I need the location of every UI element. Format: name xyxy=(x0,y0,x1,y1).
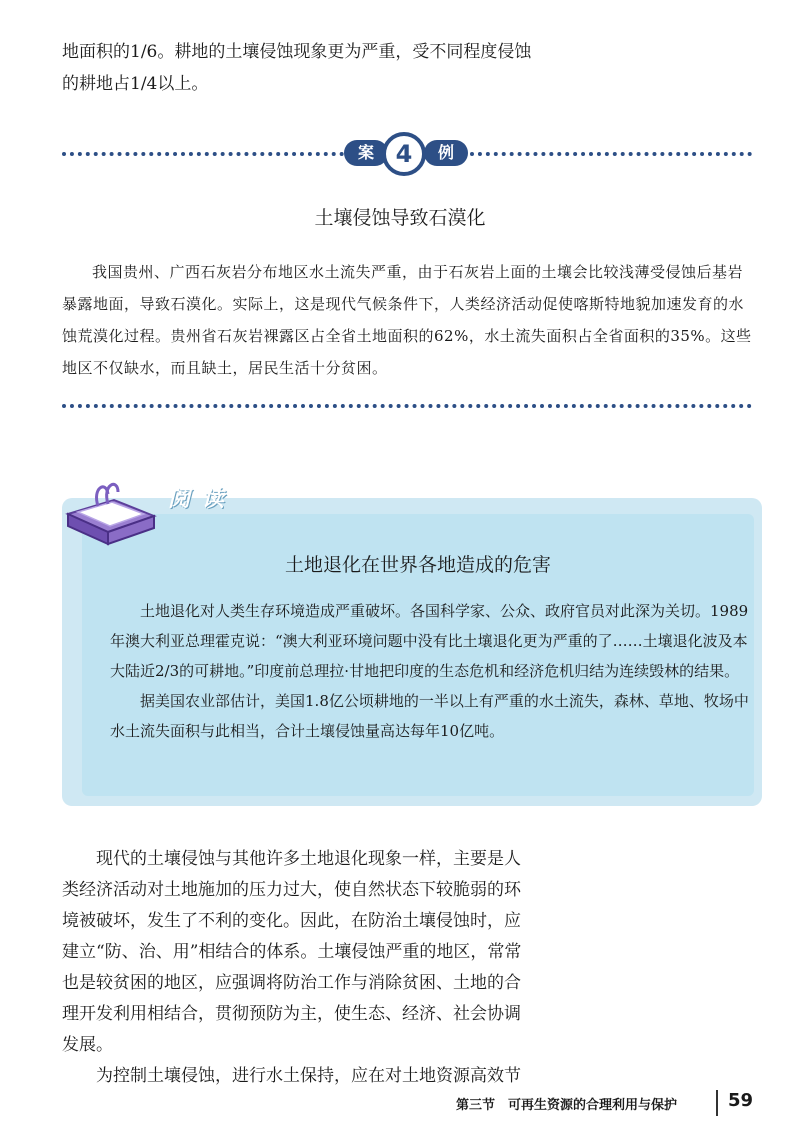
reading-label: 阅读 xyxy=(168,487,237,512)
top-paragraph: 地面积的1/6。耕地的土壤侵蚀现象更为严重，受不同程度侵蚀的耕地占1/4以上。 xyxy=(62,42,532,94)
case-badge xyxy=(344,132,468,176)
case-divider-left xyxy=(62,152,344,156)
footer-section-title: 第三节 可再生资源的合理利用与保护 xyxy=(456,1098,678,1113)
case-badge-left: 案 xyxy=(344,140,388,166)
footer-separator xyxy=(716,1090,718,1116)
case-badge-right: 例 xyxy=(424,140,468,166)
page-number: 59 xyxy=(728,1090,754,1111)
case-divider-right xyxy=(470,152,752,156)
book-icon xyxy=(62,470,158,550)
main-paragraph: 为控制土壤侵蚀，进行水土保持，应在对土地资源高效节 xyxy=(96,1066,521,1086)
case-title: 土壤侵蚀导致石漠化 xyxy=(314,207,486,229)
case-number: 4 xyxy=(382,132,426,176)
reading-title: 土地退化在世界各地造成的危害 xyxy=(284,554,551,576)
main-paragraph: 现代的土壤侵蚀与其他许多土地退化现象一样，主要是人类经济活动对土地施加的压力过大，使自然状态下较脆弱的环境被破坏，发生了不利的变化。因此，在防治土壤侵蚀时，应建立“防、治、用”相结合的体系。土壤侵蚀严重的地区，常常也是较贫困的地区，应强调将防治工作与消除贫困、土地的合理开发利用相结合，贯彻预防为主，使生态、经济、社会协调发展。 xyxy=(62,849,522,1055)
main-body xyxy=(62,844,532,1092)
case-body: 我国贵州、广西石灰岩分布地区水土流失严重，由于石灰岩上面的土壤会比较浅薄受侵蚀后基岩暴露地面，导致石漠化。实际上，这是现代气候条件下，人类经济活动促使喀斯特地貌加速发育的水蚀荒漠化过程。贵州省石灰岩裸露区占全省土地面积的62%，水土流失面积占全省面积的35%。这些地区不仅缺水，而且缺土，居民生活十分贫困。 xyxy=(62,263,752,377)
reading-paragraph: 据美国农业部估计，美国1.8亿公顷耕地的一半以上有严重的水土流失，森林、草地、牧场中水土流失面积与此相当，合计土壤侵蚀量高达每年10亿吨。 xyxy=(110,692,749,740)
reading-body xyxy=(110,596,750,746)
reading-paragraph: 土地退化对人类生存环境造成严重破坏。各国科学家、公众、政府官员对此深为关切。1989年澳大利亚总理霍克说：“澳大利亚环境问题中没有比土壤退化更为严重的了……土壤退化波及本大陆近2/3的可耕地。”印度前总理拉·甘地把印度的生态危机和经济危机归结为连续毁林的结果。 xyxy=(110,602,749,680)
case-bottom-divider xyxy=(62,404,752,408)
